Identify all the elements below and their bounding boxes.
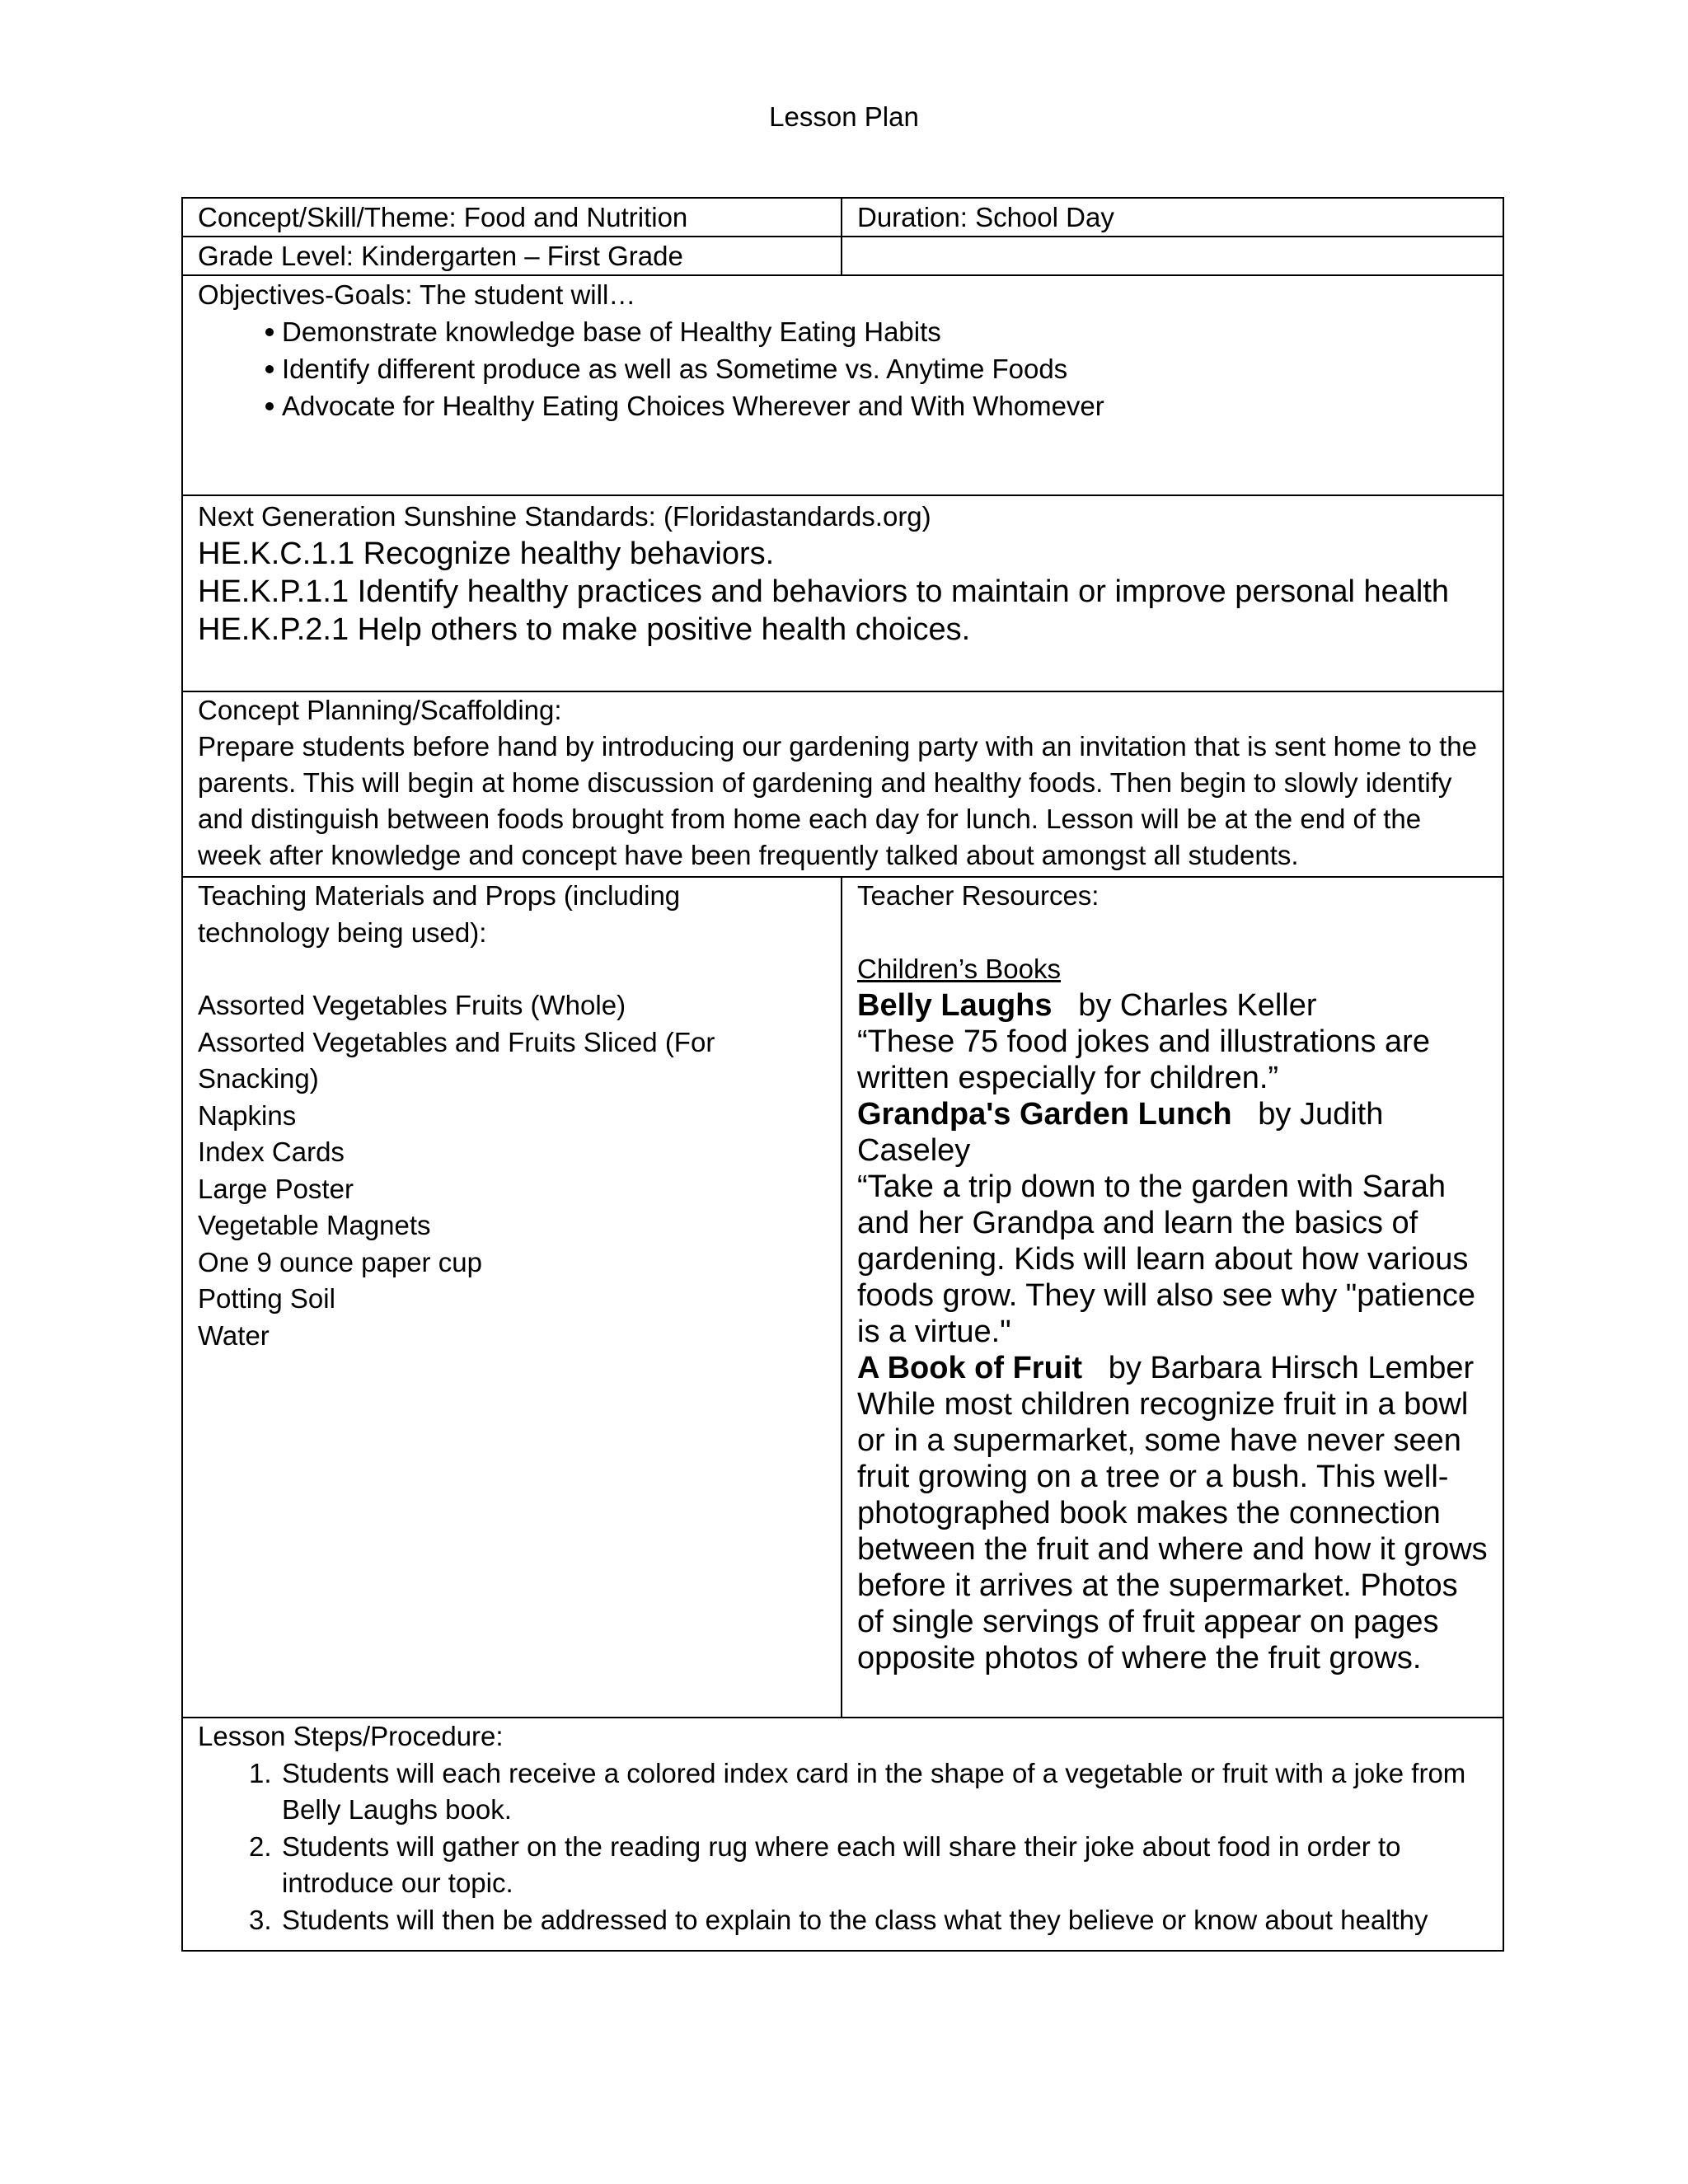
book-author: by Judith Caseley <box>857 1097 1384 1168</box>
material-item: Large Poster <box>198 1173 354 1204</box>
row-planning <box>182 691 1503 877</box>
row-grade <box>182 237 1503 275</box>
duration-cell: Duration: School Day <box>842 198 1503 237</box>
procedure-list <box>198 1755 1489 1939</box>
row-objectives <box>182 275 1503 495</box>
material-item: Assorted Vegetables Fruits (Whole) <box>198 990 626 1020</box>
page-title: Lesson Plan <box>769 101 919 132</box>
materials-cell <box>182 877 842 1718</box>
step-text: Students will then be addressed to explain to the class what they believe or know about healthy <box>282 1904 1428 1935</box>
objective-item: Demonstrate knowledge base of Healthy Eating Habits <box>198 313 1489 350</box>
material-item: Vegetable Magnets <box>198 1210 431 1240</box>
procedure-step <box>198 1829 1489 1902</box>
row-procedure <box>182 1718 1503 1951</box>
book-title: A Book of Fruit <box>857 1351 1082 1385</box>
book-description: “Take a trip down to the garden with Sarah and her Grandpa and learn the basics of gardening. Kids will learn about how various foods grow. They will also see why "patience is a virtue." <box>857 1169 1475 1349</box>
step-text: Students will each receive a colored index card in the shape of a vegetable or fruit with a joke from Belly Laughs book. <box>282 1757 1466 1825</box>
lesson-plan-table <box>181 197 1504 1952</box>
planning-cell <box>182 691 1503 877</box>
procedure-step <box>198 1755 1489 1829</box>
step-number: 2. <box>249 1830 272 1862</box>
step-number: 3. <box>249 1904 272 1935</box>
book-entry <box>857 1350 1489 1386</box>
book-author: by Barbara Hirsch Lember <box>1108 1351 1475 1385</box>
objectives-heading: Objectives-Goals: The student will… <box>198 279 636 310</box>
material-item: One 9 ounce paper cup <box>198 1246 482 1277</box>
books-subheading: Children’s Books <box>857 953 1062 984</box>
resources-heading: Teacher Resources: <box>857 880 1100 911</box>
step-number: 1. <box>249 1757 272 1788</box>
concept-cell: Concept/Skill/Theme: Food and Nutrition <box>182 198 842 237</box>
material-item: Index Cards <box>198 1137 345 1167</box>
objective-item: Identify different produce as well as Sometime vs. Anytime Foods <box>198 350 1489 387</box>
book-title: Belly Laughs <box>857 988 1053 1023</box>
material-item: Potting Soil <box>198 1283 335 1314</box>
row-standards <box>182 495 1503 691</box>
row-materials-resources <box>182 877 1503 1718</box>
book-title: Grandpa's Garden Lunch <box>857 1097 1232 1132</box>
book-list <box>857 987 1489 1676</box>
material-item: Assorted Vegetables and Fruits Sliced (For Snacking) <box>198 1026 715 1094</box>
objective-item: Advocate for Healthy Eating Choices Wherever and With Whomever <box>198 387 1489 424</box>
step-text: Students will gather on the reading rug where each will share their joke about food in order to introduce our topic. <box>282 1830 1401 1898</box>
book-entry <box>857 1096 1489 1169</box>
planning-text: Prepare students before hand by introducing our gardening party with an invitation that is sent home to the parents. This will begin at home discussion of gardening and healthy foods. Then begin to slowly identify and distinguish between foods brought from home each day for lunch. Lesson will be at the end of the week after knowledge and concept have been frequently talked about amongst all students. <box>198 731 1477 870</box>
standard-item: HE.K.C.1.1 Recognize healthy behaviors. <box>198 537 775 571</box>
standards-cell <box>182 495 1503 691</box>
row-concept <box>182 198 1503 237</box>
procedure-step <box>198 1902 1489 1939</box>
standards-heading: Next Generation Sunshine Standards: (Floridastandards.org) <box>198 501 931 532</box>
book-author: by Charles Keller <box>1078 988 1317 1023</box>
material-item: Water <box>198 1319 270 1351</box>
standard-item: HE.K.P.2.1 Help others to make positive health choices. <box>198 612 971 647</box>
book-description: “These 75 food jokes and illustrations are written especially for children.” <box>857 1024 1430 1095</box>
empty-cell <box>842 237 1503 275</box>
materials-heading: Teaching Materials and Props (including technology being used): <box>198 880 681 948</box>
objectives-cell <box>182 275 1503 495</box>
procedure-heading: Lesson Steps/Procedure: <box>198 1721 504 1751</box>
planning-heading: Concept Planning/Scaffolding: <box>198 695 562 725</box>
material-item: Napkins <box>198 1099 297 1131</box>
resources-cell <box>842 877 1503 1718</box>
grade-cell: Grade Level: Kindergarten – First Grade <box>182 237 842 275</box>
objectives-list <box>198 313 1489 424</box>
procedure-cell <box>182 1718 1503 1951</box>
book-entry <box>857 987 1489 1024</box>
book-description: While most children recognize fruit in a bowl or in a supermarket, some have never seen fruit growing on a tree or a bush. This well-photographed book makes the connection between the fruit and where and how it grows before it arrives at the supermarket. Photos of single servings of fruit appear on pages opposite photos of where the fruit grows. <box>857 1387 1488 1675</box>
standard-item: HE.K.P.1.1 Identify healthy practices and behaviors to maintain or improve personal health <box>198 574 1450 609</box>
